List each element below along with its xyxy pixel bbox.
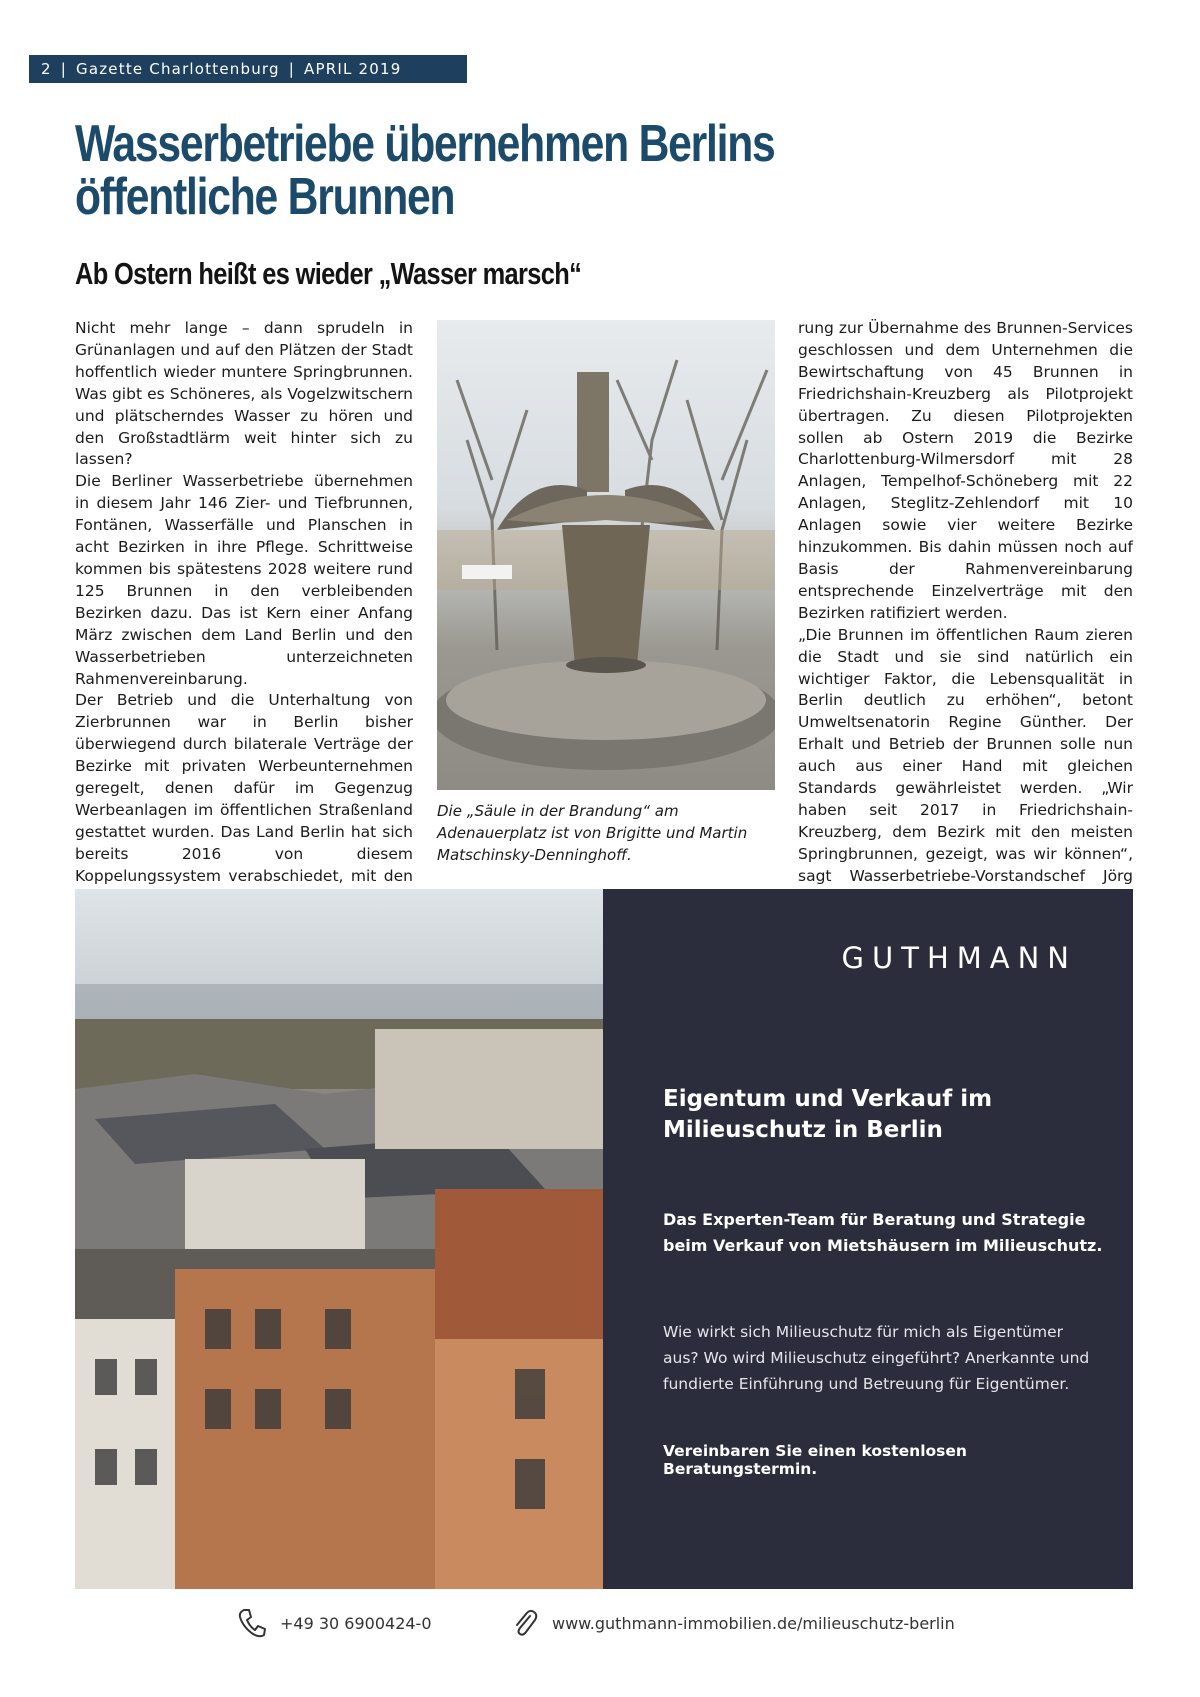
fountain-photo	[437, 320, 775, 790]
paperclip-icon	[512, 1608, 538, 1638]
article-headline: Wasserbetriebe übernehmen Berlins öffentliche Brunnen	[75, 115, 775, 227]
ad-call-to-action: Vereinbaren Sie einen kostenlosen Beratungstermin.	[663, 1442, 967, 1478]
article-paragraph: Der Betrieb und die Unterhaltung von Zierbrunnen war in Berlin bisher überwiegend durch bilaterale Verträge der Bezirke mit privaten Werbeunternehmen geregelt, denen dafür im Gegenzug Werbeanlagen im öffentlichen Straßenland gestattet wurden. Das Land Berlin hat sich bereits 2016 von diesem Koppelungssystem verabschiedet, mit den	[75, 691, 413, 885]
rooftops-illustration	[75, 889, 603, 1589]
guthmann-logo: GUTHMANN	[841, 941, 1077, 975]
ad-text-panel	[603, 889, 1133, 1589]
issue-date: APRIL 2019	[304, 60, 402, 78]
article-paragraph: Nicht mehr lange – dann sprudeln in Grünanlagen und auf den Plätzen der Stadt hoffentlich wieder muntere Springbrunnen. Was gibt es Schöneres, als Vogelzwitschern und plätscherndes Wasser zu hören und den Großstadtlärm weit hinter sich zu lassen?	[75, 319, 413, 469]
article-column-1	[75, 318, 413, 931]
phone-contact[interactable]	[238, 1608, 432, 1638]
article-paragraph: „Die Brunnen im öffentlichen Raum zieren die Stadt und sie sind natürlich ein wichtiger Faktor, die Lebensqualität in Berlin deutlich zu erhöhen“, betont Umweltsenatorin Regine Günther. Der Erhalt und Betrieb der Brunnen solle nun auch aus einer Hand mit gleichen Standards gewährleistet werden. „Wir haben seit 2017 in Friedrichshain-Kreuzberg, dem Bezirk mit den meisten Springbrunnen, gezeigt, was wir können“, sagt Wasserbetriebe-Vorstandschef Jörg	[798, 625, 1133, 885]
ad-subtitle: Das Experten-Team für Beratung und Strategie beim Verkauf von Mietshäusern im Milieuschutz.	[663, 1210, 1103, 1255]
page-number: 2	[41, 60, 52, 78]
website-link[interactable]: www.guthmann-immobilien.de/milieuschutz-berlin	[552, 1613, 955, 1633]
guthmann-advertisement	[75, 889, 1133, 1589]
phone-number[interactable]: +49 30 6900424-0	[280, 1613, 432, 1633]
ad-body: Wie wirkt sich Milieuschutz für mich als Eigentümer aus? Wo wird Milieuschutz eingeführt? Anerkannte und fundierte Einführung und Betreuung für Eigentümer.	[663, 1323, 1090, 1393]
photo-caption: Die „Säule in der Brandung“ am Adenauerplatz ist von Brigitte und Martin Matschinsky-Denninghoff.	[437, 802, 748, 864]
header-separator: |	[60, 60, 68, 78]
page-header-bar	[29, 55, 467, 83]
header-separator: |	[288, 60, 295, 78]
article-paragraph: Die Berliner Wasserbetriebe übernehmen in diesem Jahr 146 Zier- und Tiefbrunnen, Fontänen, Wasserfälle und Planschen in acht Bezirken in ihre Pflege. Schrittweise kommen bis spätestens 2028 weitere rund 125 Brunnen in den verbleibenden Bezirken dazu. Das ist Kern einer Anfang März zwischen dem Land Berlin und den Wasserbetrieben unterzeichneten Rahmenvereinbarung.	[75, 472, 413, 688]
article-subheadline: Ab Ostern heißt es wieder „Wasser marsch“	[75, 256, 582, 291]
website-contact[interactable]	[512, 1608, 955, 1638]
berlin-rooftops-photo	[75, 889, 603, 1589]
publication-name: Gazette Charlottenburg	[76, 60, 280, 78]
article-paragraph: rung zur Übernahme des Brunnen-Services geschlossen und dem Unternehmen die Bewirtschaftung von 45 Brunnen in Friedrichshain-Kreuzberg als Pilotprojekt übertragen. Zu diesen Pilotprojekten sollen ab Ostern 2019 die Bezirke Charlottenburg-Wilmersdorf mit 28 Anlagen, Tempelhof-Schöneberg mit 22 Anlagen, Steglitz-Zehlendorf mit 10 Anlagen sowie vier weitere Bezirke hinzukommen. Bis dahin müssen noch auf Basis der Rahmenvereinbarung entsprechende Einzelverträge mit den Bezirken ratifiziert werden.	[798, 319, 1133, 622]
article-column-3	[798, 318, 1133, 931]
phone-icon	[238, 1608, 266, 1638]
fountain-illustration	[437, 320, 775, 790]
ad-title: Eigentum und Verkauf im Milieuschutz in Berlin	[663, 1086, 993, 1143]
